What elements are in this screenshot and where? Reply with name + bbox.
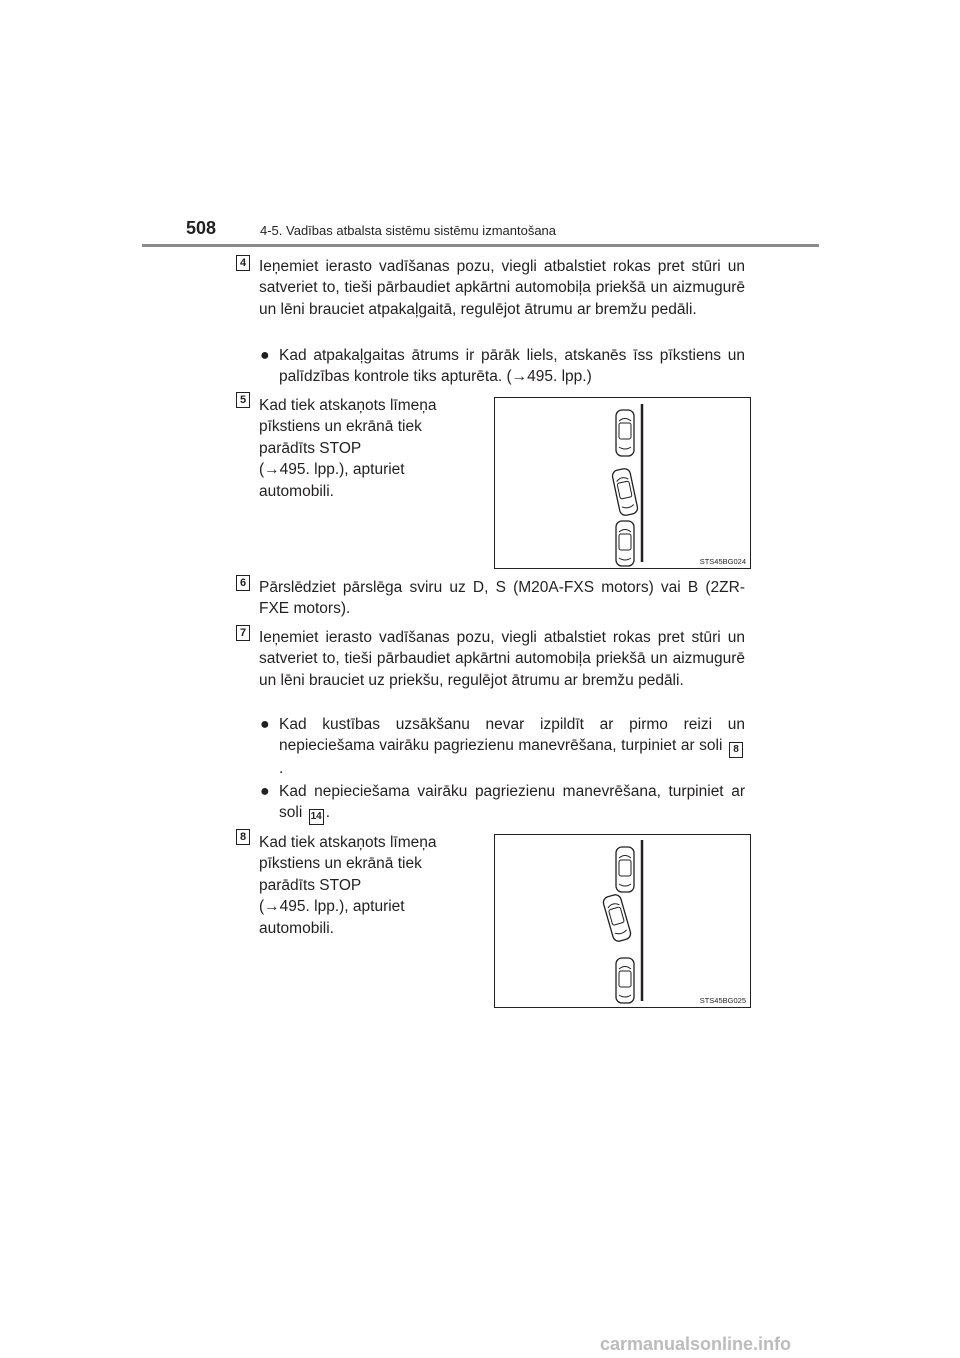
step-8-line: automobili. [259, 919, 334, 937]
bullet-icon: ● [260, 783, 270, 800]
car-icon [616, 847, 634, 892]
car-icon [616, 958, 634, 1003]
step-7-badge: 7 [236, 625, 250, 641]
bullet-1-text: Kad kustības uzsākšanu nevar izpildīt ar pirmo reizi un nepieciešama vairāku pagriezienu manevrēšana, turpiniet ar soli [279, 716, 745, 755]
step-ref-8[interactable]: 8 [729, 742, 743, 758]
step-5-text [259, 395, 485, 502]
step-4-bullet-text: Kad atpakaļgaitas ātrums ir pārāk liels, atskanēs īss pīkstiens un palīdzības kontrole tiks apturēta. (→495. lpp.) [279, 347, 745, 386]
car-icon [602, 893, 632, 942]
car-icon [611, 468, 638, 517]
bullet-icon: ● [260, 347, 270, 364]
step-6-badge: 6 [236, 575, 250, 591]
bullet-2-end: . [325, 804, 331, 822]
parking-diagram-1 [495, 398, 750, 568]
step-8-text [259, 832, 485, 939]
step-5-line: automobili. [259, 482, 334, 500]
header-rule [142, 244, 819, 247]
step-8-line: pīkstiens un ekrānā tiek [259, 855, 422, 873]
step-7-bullet-1 [279, 714, 745, 780]
step-8-line: parādīts STOP [259, 876, 362, 894]
step-5-line: Kad tiek atskaņots līmeņa [259, 397, 437, 414]
car-icon [616, 521, 634, 566]
parking-figure-1 [494, 397, 751, 569]
step-4-badge: 4 [236, 255, 250, 271]
figure-code: STS45BG025 [699, 996, 746, 1005]
step-8-line: (→495. lpp.), apturiet [259, 898, 405, 916]
car-icon [616, 410, 634, 456]
step-8-line: Kad tiek atskaņots līmeņa [259, 834, 437, 851]
step-6-text: Pārslēdziet pārslēga sviru uz D, S (M20A-FXS motors) vai B (2ZR-FXE motors). [259, 579, 745, 618]
bullet-2-text: Kad nepieciešama vairāku pagriezienu manevrēšana, turpiniet ar soli [279, 783, 745, 822]
step-ref-14[interactable]: 14 [309, 809, 324, 825]
step-5-line: (→495. lpp.), apturiet [259, 461, 405, 479]
step-5-badge: 5 [236, 392, 250, 408]
step-7-text: Ieņemiet ierasto vadīšanas pozu, viegli atbalstiet rokas pret stūri un satveriet to, tieši pārbaudiet apkārtni automobiļa priekšā un aizmugurē un lēni brauciet uz priekšu, regulējot ātrumu ar bremžu pedāli. [259, 629, 745, 689]
figure-code: STS45BG024 [699, 557, 746, 566]
page-number: 508 [186, 218, 217, 238]
step-8-badge: 8 [236, 829, 250, 845]
step-5-line: pīkstiens un ekrānā tiek [259, 418, 422, 436]
step-7-bullet-2 [279, 781, 745, 825]
bullet-icon: ● [260, 716, 270, 733]
step-5-line: parādīts STOP [259, 439, 362, 457]
watermark: carmanualsonline.info [600, 1334, 792, 1354]
step-4-text: Ieņemiet ierasto vadīšanas pozu, viegli atbalstiet rokas pret stūri un satveriet to, tieši pārbaudiet apkārtni automobiļa priekšā un aizmugurē un lēni brauciet atpakaļgaitā, regulējot ātrumu ar bremžu pedāli. [259, 258, 745, 318]
bullet-1-end: . [279, 760, 284, 778]
section-title: 4-5. Vadības atbalsta sistēmu sistēmu izmantošana [260, 223, 557, 238]
parking-diagram-2 [495, 835, 750, 1007]
parking-figure-2 [494, 834, 751, 1008]
